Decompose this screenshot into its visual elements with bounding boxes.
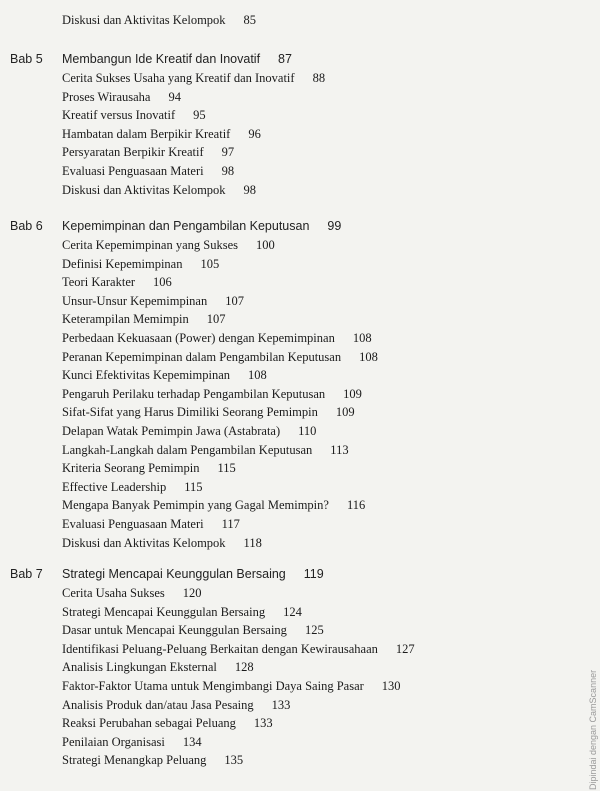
entry-page: 118 (243, 535, 262, 550)
toc-entry[interactable] (62, 71, 325, 86)
entry-page: 96 (248, 126, 261, 141)
toc-entry[interactable] (62, 753, 243, 768)
toc-entry[interactable] (62, 679, 401, 694)
toc-entry[interactable] (62, 127, 261, 142)
entry-title: Sifat-Sifat yang Harus Dimiliki Seorang Pemimpin (62, 405, 318, 420)
toc-entry[interactable] (62, 350, 378, 365)
entry-page: 107 (225, 293, 244, 308)
chapter-label: Bab 6 (10, 219, 43, 233)
entry-title: Strategi Mencapai Keunggulan Bersaing (62, 604, 266, 619)
entry-page: 106 (153, 275, 172, 290)
entry-page: 113 (330, 442, 349, 457)
entry-title: Faktor-Faktor Utama untuk Mengimbangi Daya Saing Pasar (62, 679, 364, 693)
toc-entry[interactable] (62, 660, 254, 675)
chapter-title-row[interactable] (62, 52, 292, 66)
chapter-title: Membangun Ide Kreatif dan Inovatif (62, 52, 261, 66)
entry-title: Cerita Usaha Sukses (62, 586, 165, 600)
entry-title: Unsur-Unsur Kepemimpinan (62, 293, 208, 308)
toc-entry[interactable] (62, 642, 415, 657)
entry-page: 100 (256, 238, 275, 252)
entry-page: 117 (221, 517, 240, 531)
toc-entry[interactable] (62, 605, 302, 620)
chapter-title: Strategi Mencapai Keunggulan Bersaing (62, 567, 286, 581)
toc-entry[interactable] (62, 586, 202, 601)
scanner-watermark: Dipindai dengan CamScanner (588, 669, 598, 790)
chapter-label: Bab 7 (10, 567, 43, 581)
toc-entry[interactable] (62, 368, 267, 383)
entry-title: Mengapa Banyak Pemimpin yang Gagal Memimpin? (62, 498, 329, 513)
entry-page: 135 (224, 753, 244, 768)
toc-entry[interactable] (62, 164, 234, 179)
entry-page: 109 (343, 386, 362, 401)
toc-entry[interactable] (62, 312, 225, 327)
toc-entry[interactable] (62, 443, 349, 458)
entry-title: Dasar untuk Mencapai Keunggulan Bersaing (62, 623, 287, 638)
entry-title: Diskusi dan Aktivitas Kelompok (62, 13, 226, 27)
entry-title: Strategi Menangkap Peluang (62, 753, 207, 768)
entry-page: 133 (253, 716, 273, 731)
entry-page: 97 (221, 145, 235, 160)
chapter-title: Kepemimpinan dan Pengambilan Keputusan (62, 219, 310, 233)
toc-entry[interactable] (62, 517, 240, 532)
entry-page: 108 (359, 349, 378, 364)
entry-page: 110 (298, 424, 317, 438)
entry-page: 98 (243, 182, 257, 197)
toc-entry[interactable] (62, 716, 273, 731)
entry-title: Diskusi dan Aktivitas Kelompok (62, 182, 226, 197)
entry-title: Analisis Lingkungan Eksternal (62, 660, 217, 675)
toc-entry[interactable] (62, 536, 262, 551)
entry-title: Kunci Efektivitas Kepemimpinan (62, 368, 231, 383)
toc-entry[interactable] (62, 108, 206, 123)
entry-title: Diskusi dan Aktivitas Kelompok (62, 535, 226, 550)
toc-entry[interactable] (62, 331, 372, 346)
entry-page: 115 (217, 461, 236, 476)
entry-title: Persyaratan Berpikir Kreatif (62, 145, 204, 160)
entry-title: Keterampilan Memimpin (62, 312, 189, 327)
entry-page: 116 (346, 498, 366, 513)
chapter-page: 119 (303, 567, 324, 581)
entry-page: 115 (184, 479, 203, 494)
entry-title: Kriteria Seorang Pemimpin (62, 461, 200, 476)
entry-title: Cerita Kepemimpinan yang Sukses (62, 238, 239, 252)
entry-title: Langkah-Langkah dalam Pengambilan Keputusan (62, 442, 313, 457)
toc-entry[interactable] (62, 424, 316, 439)
entry-page: 120 (182, 586, 202, 600)
toc-entry[interactable] (62, 735, 202, 750)
entry-title: Identifikasi Peluang-Peluang Berkaitan dengan Kewirausahaan (62, 641, 378, 656)
entry-page: 94 (168, 89, 181, 104)
chapter-page: 87 (278, 52, 292, 66)
entry-page: 85 (243, 13, 257, 27)
entry-page: 127 (395, 641, 415, 656)
chapter-title-row[interactable] (62, 567, 324, 581)
entry-title: Penilaian Organisasi (62, 734, 165, 749)
entry-page: 133 (271, 697, 291, 712)
entry-title: Teori Karakter (62, 275, 136, 290)
toc-entry[interactable] (62, 623, 324, 638)
toc-entry[interactable] (62, 387, 362, 402)
toc-entry[interactable] (62, 257, 219, 272)
entry-title: Evaluasi Penguasaan Materi (62, 517, 204, 531)
entry-page: 134 (182, 734, 202, 749)
entry-page: 98 (221, 164, 235, 178)
entry-page: 130 (381, 679, 401, 693)
toc-entry[interactable] (62, 294, 244, 309)
toc-entry[interactable] (62, 183, 256, 198)
toc-entry[interactable] (62, 405, 355, 420)
entry-page: 105 (200, 256, 220, 271)
entry-title: Pengaruh Perilaku terhadap Pengambilan Keputusan (62, 386, 326, 401)
entry-title: Perbedaan Kekuasaan (Power) dengan Kepemimpinan (62, 331, 335, 345)
entry-title: Analisis Produk dan/atau Jasa Pesaing (62, 697, 254, 712)
entry-page: 109 (335, 405, 355, 420)
toc-entry[interactable] (62, 145, 234, 160)
entry-page: 107 (206, 312, 226, 327)
toc-entry[interactable] (62, 698, 290, 713)
entry-page: 88 (312, 71, 326, 85)
entry-title: Reaksi Perubahan sebagai Peluang (62, 716, 236, 731)
toc-entry[interactable] (62, 90, 181, 105)
entry-title: Effective Leadership (62, 479, 167, 494)
toc-entry[interactable] (62, 461, 236, 476)
chapter-label: Bab 5 (10, 52, 43, 66)
entry-title: Definisi Kepemimpinan (62, 256, 183, 271)
toc-entry-top (62, 13, 256, 28)
toc-entry[interactable] (62, 238, 275, 253)
entry-title: Peranan Kepemimpinan dalam Pengambilan Keputusan (62, 349, 342, 364)
entry-title: Evaluasi Penguasaan Materi (62, 164, 204, 178)
toc-entry[interactable] (62, 275, 172, 290)
entry-page: 124 (283, 604, 302, 619)
entry-title: Hambatan dalam Berpikir Kreatif (62, 126, 231, 141)
entry-title: Delapan Watak Pemimpin Jawa (Astabrata) (62, 424, 281, 438)
entry-title: Proses Wirausaha (62, 89, 151, 104)
entry-page: 128 (234, 660, 254, 675)
chapter-page: 99 (327, 219, 342, 233)
entry-page: 108 (352, 331, 372, 345)
entry-page: 95 (193, 108, 206, 123)
chapter-title-row[interactable] (62, 219, 341, 233)
entry-title: Cerita Sukses Usaha yang Kreatif dan Inovatif (62, 71, 295, 85)
entry-page: 108 (248, 368, 267, 383)
entry-title: Kreatif versus Inovatif (62, 108, 176, 123)
toc-entry[interactable] (62, 498, 365, 513)
entry-page: 125 (304, 623, 324, 638)
toc-entry[interactable] (62, 480, 203, 495)
